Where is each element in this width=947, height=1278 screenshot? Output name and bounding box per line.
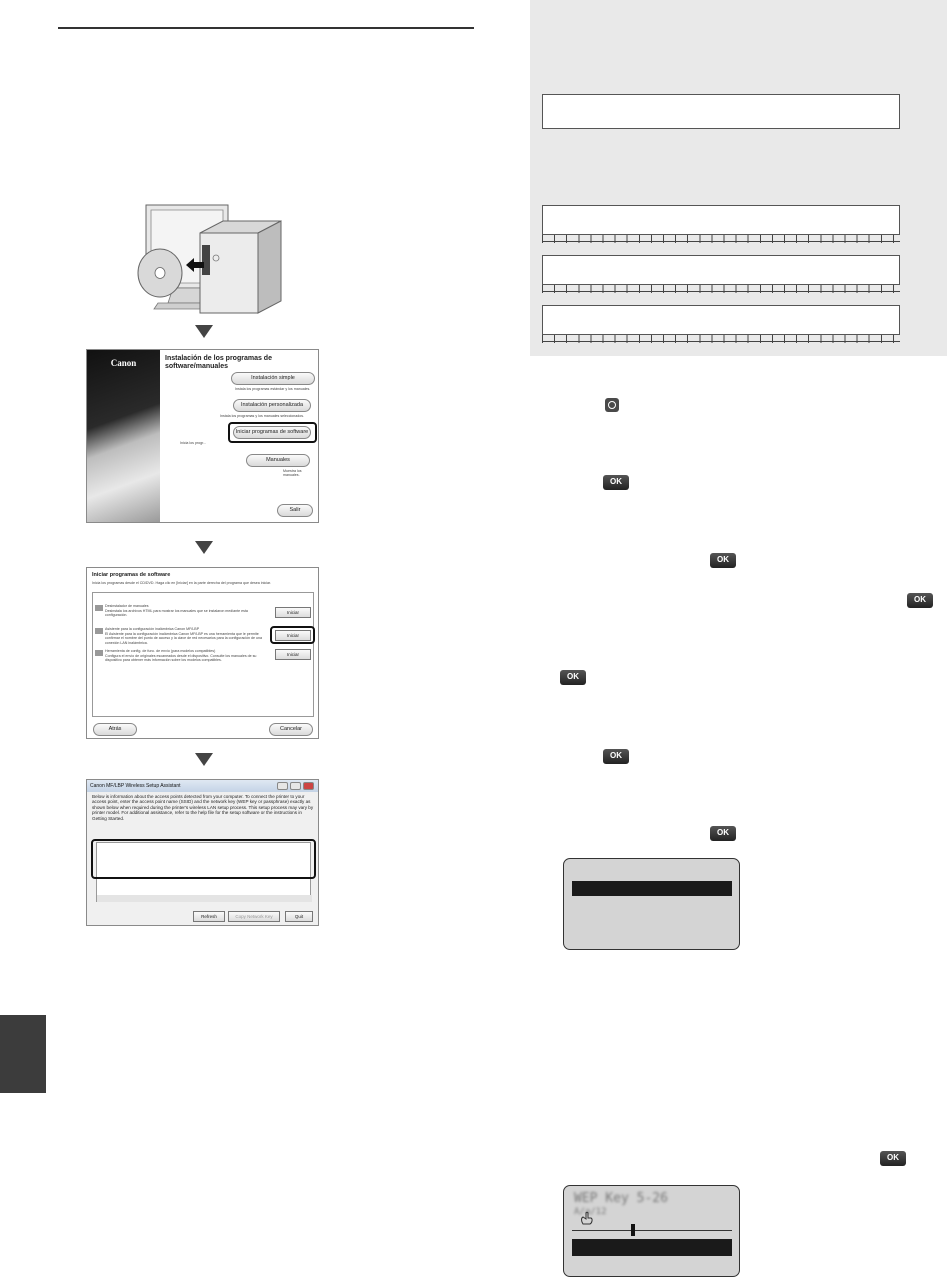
ok-key-icon: OK xyxy=(603,475,629,490)
network-key-ruler xyxy=(542,305,900,343)
installer-screenshot xyxy=(86,349,319,523)
side-tab xyxy=(0,1015,46,1093)
hand-icon xyxy=(578,1210,594,1226)
custom-install-desc: Instala los programas y los manuales seleccionados. xyxy=(220,414,305,418)
down-arrow xyxy=(195,541,213,554)
wireless-intro: Below is information about the access points detected from your computer. To connect the printer to your access point, enter the access point name (SSID) and the network key (WEP key or passphrase) exactly as shown below when required during the printer's wireless LAN setup process. This setup process may vary by printer model. For additional assistance, refer to the help file for the setup software or the instructions in Getting Started. xyxy=(92,794,314,821)
software-subtitle: Inicia los programas desde el CD/DVD. Haga clic en [Iniciar] en la parte derecha del programa que desea iniciar. xyxy=(92,581,271,585)
launch-uninstaller-button[interactable]: Iniciar xyxy=(275,607,311,618)
highlight-frame xyxy=(270,626,315,644)
software-screenshot xyxy=(86,567,319,739)
ok-key-icon: OK xyxy=(710,826,736,841)
manuals-desc: Muestra los manuales. xyxy=(283,469,302,477)
send-function-icon xyxy=(95,650,103,656)
ok-key-icon: OK xyxy=(907,593,933,608)
network-key-ruler xyxy=(542,255,900,293)
installer-title: Instalación de los programas de software/manuales xyxy=(165,355,272,370)
down-arrow xyxy=(195,325,213,338)
software-list xyxy=(92,592,314,717)
ok-key-icon: OK xyxy=(880,1151,906,1166)
launch-software-button[interactable]: Iniciar programas de software xyxy=(233,426,311,439)
menu-key-icon xyxy=(605,398,619,412)
lcd-divider xyxy=(572,1230,732,1231)
lcd-selection-bar xyxy=(572,1239,732,1256)
custom-install-button[interactable]: Instalación personalizada xyxy=(233,399,311,412)
top-rule xyxy=(58,27,474,29)
lcd-display xyxy=(563,1185,740,1277)
cd-insert-illustration xyxy=(128,203,283,318)
canon-logo: Canon xyxy=(110,358,137,368)
back-button[interactable]: Atrás xyxy=(93,723,137,736)
lcd-cursor xyxy=(631,1224,635,1236)
lcd-line: A/a/12 xyxy=(574,1207,607,1217)
horizontal-scrollbar[interactable] xyxy=(97,895,312,902)
ok-key-icon: OK xyxy=(710,553,736,568)
installer-banner xyxy=(87,350,160,522)
notes-panel xyxy=(530,0,947,356)
wireless-assistant-screenshot xyxy=(86,779,319,926)
ssid-entry-box xyxy=(542,94,900,129)
manuals-button[interactable]: Manuales xyxy=(246,454,310,467)
maximize-icon[interactable] xyxy=(290,782,301,790)
launch-send-tool-button[interactable]: Iniciar xyxy=(275,649,311,660)
minimize-icon[interactable] xyxy=(277,782,288,790)
software-title: Iniciar programas de software xyxy=(92,572,171,578)
window-title: Canon MF/LBP Wireless Setup Assistant xyxy=(87,780,319,792)
lcd-display xyxy=(563,858,740,950)
lcd-selection-bar xyxy=(572,881,732,896)
exit-button[interactable]: Salir xyxy=(277,504,313,517)
lcd-line: WEP Key 5-26 xyxy=(574,1191,668,1206)
cancel-button[interactable]: Cancelar xyxy=(269,723,313,736)
list-item: Herramienta de config. de func. de envío (para modelos compatibles) Configura el envío de originales escaneados desde el dispositivo. Consulte los manuales de su dispositivo para obtener más información sobre los modelos compatibles. xyxy=(105,649,257,662)
list-item: Desinstalador de manuales Desinstala los archivos HTML para mostrar los manuales que se instalaron mediante esta configuración. xyxy=(105,604,248,617)
quit-button[interactable]: Quit xyxy=(285,911,313,922)
highlight-frame xyxy=(228,422,317,443)
highlight-frame xyxy=(91,839,316,879)
simple-install-desc: Instala los programas estándar y los manuales. xyxy=(235,387,311,391)
network-key-ruler xyxy=(542,205,900,243)
launch-software-desc: Inicia los progr... xyxy=(180,441,207,445)
simple-install-button[interactable]: Instalación simple xyxy=(231,372,315,385)
refresh-button[interactable]: Refresh xyxy=(193,911,225,922)
list-item: Asistente para la configuración inalámbrica Canon MF/LBP El Asistente para la configuración inalámbrica Canon MF/LBP es una herramienta que le permite confirmar el nombre del punto de acceso y la clave de red necesarios para la configuración de una conexión LAN inalámbrica. xyxy=(105,627,263,645)
ok-key-icon: OK xyxy=(603,749,629,764)
launch-wireless-assistant-button[interactable]: Iniciar xyxy=(275,630,311,641)
down-arrow xyxy=(195,753,213,766)
close-icon[interactable] xyxy=(303,782,314,790)
copy-network-key-button[interactable]: Copy Network Key xyxy=(228,911,280,922)
ok-key-icon: OK xyxy=(560,670,586,685)
wireless-icon xyxy=(95,628,103,634)
uninstaller-icon xyxy=(95,605,103,611)
